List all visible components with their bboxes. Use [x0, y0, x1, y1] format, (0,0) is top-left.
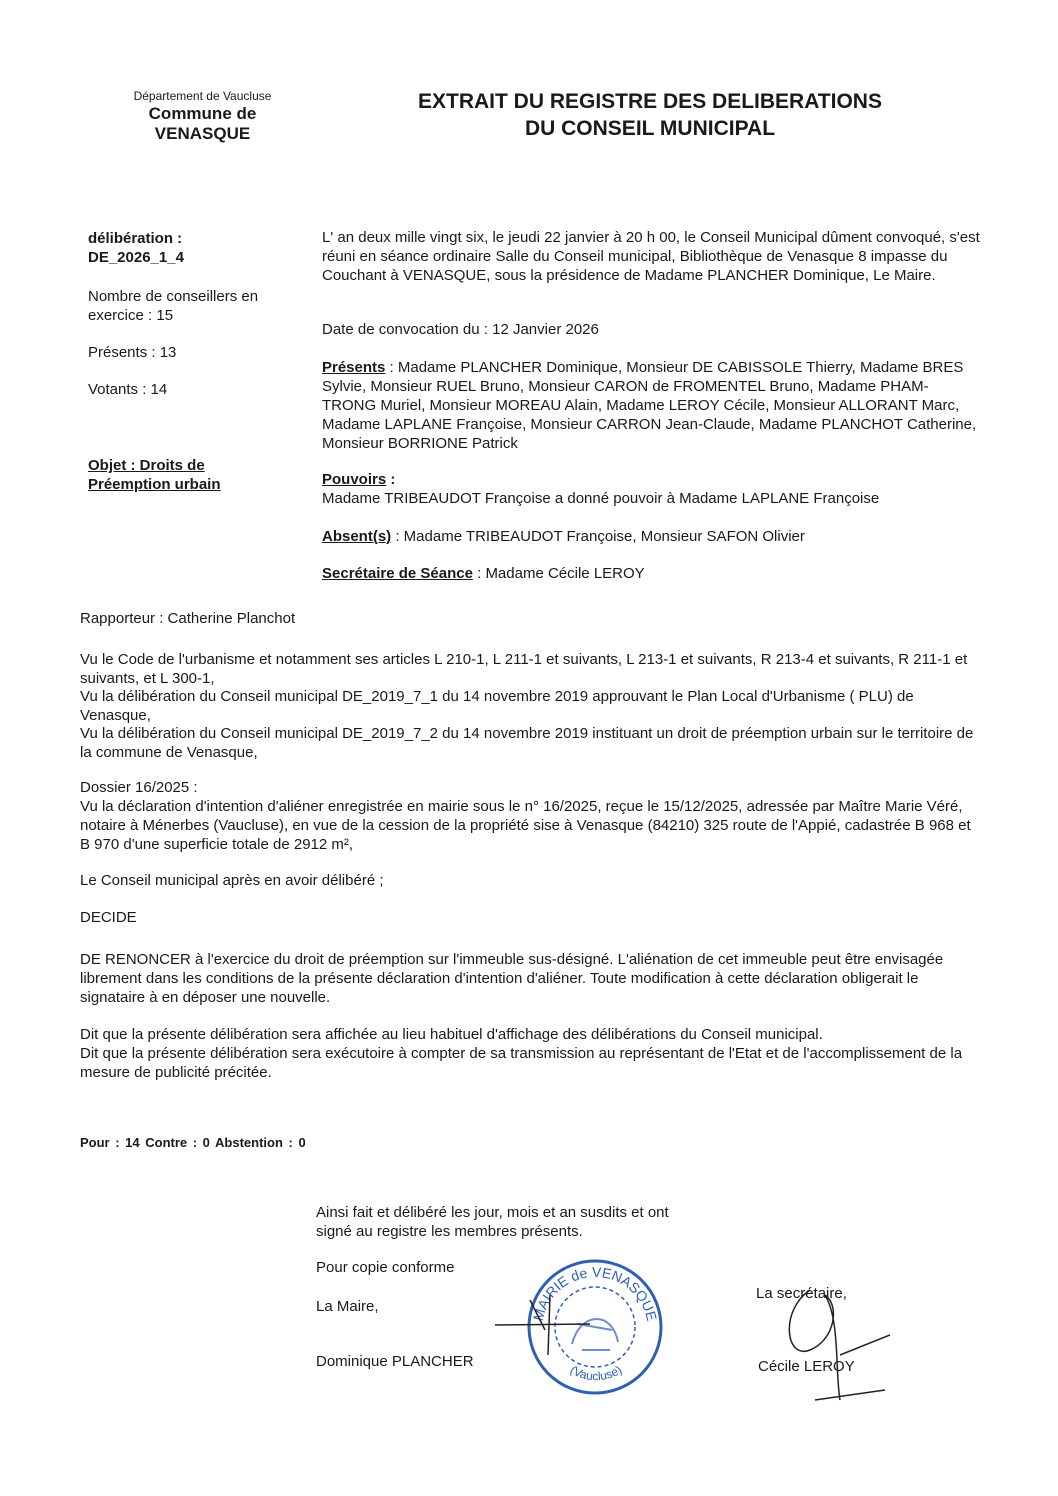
secretaire-paragraph [322, 564, 982, 583]
decide-heading: DECIDE [80, 909, 137, 926]
presents-label: Présents [322, 359, 386, 376]
ainsi-line2: signé au registre les membres présents. [316, 1223, 583, 1240]
presents-list: : Madame PLANCHER Dominique, Monsieur DE CABISSOLE Thierry, Madame BRES Sylvie, Monsieur RUEL Bruno, Monsieur CARON de FROMENTEL Bruno, Madame PHAM-TRONG Muriel, Monsieur MOREAU Alain, Madame LEROY Cécile, Monsieur ALLORANT Marc, Madame LAPLANE Françoise, Monsieur CARRON Jean-Claude, Madame PLANCHOT Catherine, Monsieur BORRIONE Patrick [322, 359, 977, 452]
deliberation-label: délibération : [88, 230, 183, 247]
ainsi-fait [316, 1203, 669, 1241]
dossier-label: Dossier 16/2025 : [80, 779, 198, 796]
vu-code-urbanisme: Vu le Code de l'urbanisme et notamment ses articles L 210-1, L 211-1 et suivants, L 213-1 et suivants, R 213-4 et suivants, R 211-1 et suivants, et L 300-1, [80, 651, 968, 687]
maire-name: Dominique PLANCHER [316, 1353, 474, 1370]
mayor-signature [490, 1290, 610, 1360]
objet-line2: Préemption urbain [88, 476, 221, 493]
absents-label: Absent(s) [322, 528, 392, 545]
pouvoirs-colon: : [386, 471, 396, 488]
votants-count: Votants : 14 [88, 381, 168, 398]
pouvoirs-text: Madame TRIBEAUDOT Françoise a donné pouvoir à Madame LAPLANE Françoise [322, 490, 880, 507]
vu-dia: Vu la déclaration d'intention d'aliéner enregistrée en mairie sous le n° 16/2025, reçue le 15/12/2025, adressée par Maître Marie Véré, notaire à Ménerbes (Vaucluse), en vue de la cession de la propriété sise à Venasque (84210) 325 route de l'Appié, cadastrée B 968 et B 970 d'une superficie totale de 2912 m², [80, 798, 971, 853]
absents-paragraph [322, 527, 982, 546]
document-title [340, 88, 960, 142]
ainsi-line1: Ainsi fait et délibéré les jour, mois et an susdits et ont [316, 1204, 669, 1221]
conseillers-exercice [88, 287, 308, 325]
pour-copie: Pour copie conforme [316, 1259, 455, 1276]
maire-title: La Maire, [316, 1298, 379, 1315]
title-line2: DU CONSEIL MUNICIPAL [524, 117, 776, 140]
secretaire-text: : Madame Cécile LEROY [472, 565, 645, 582]
commune-line2: VENASQUE [154, 124, 251, 143]
conseil-delibere: Le Conseil municipal après en avoir délibéré ; [80, 872, 384, 889]
deliberation-id-block [88, 229, 308, 267]
dit-affichage: Dit que la présente délibération sera affichée au lieu habituel d'affichage des délibérations du Conseil municipal. [80, 1026, 823, 1043]
secretaire-title: La secrétaire, [756, 1285, 847, 1302]
vote-results: Pour : 14 Contre : 0 Abstention : 0 [80, 1135, 306, 1150]
absents-list: : Madame TRIBEAUDOT Françoise, Monsieur SAFON Olivier [391, 528, 805, 545]
dit-executoire: Dit que la présente délibération sera exécutoire à compter de sa transmission au représentant de l'Etat et de l'accomplissement de la mesure de publicité précitée. [80, 1045, 963, 1081]
rapporteur: Rapporteur : Catherine Planchot [80, 610, 296, 627]
secretaire-signature-block [740, 1250, 900, 1420]
session-intro: L' an deux mille vingt six, le jeudi 22 janvier à 20 h 00, le Conseil Municipal dûment convoqué, s'est réuni en séance ordinaire Salle du Conseil municipal, Bibliothèque de Venasque 8 impasse du Couchant à VENASQUE, sous la présidence de Madame PLANCHER Dominique, Le Maire. [322, 229, 980, 284]
secretaire-label: Secrétaire de Séance [322, 565, 473, 582]
stamp-bottom-text: (Vaucluse) [567, 1362, 625, 1384]
conseillers-line1: Nombre de conseillers en [88, 288, 259, 305]
secretaire-name: Cécile LEROY [758, 1358, 855, 1375]
presents-count: Présents : 13 [88, 344, 177, 361]
convocation-date: Date de convocation du : 12 Janvier 2026 [322, 321, 599, 338]
conseillers-line2: exercice : 15 [88, 307, 174, 324]
commune-header [100, 88, 305, 144]
pouvoirs-block [322, 470, 982, 508]
vu-dpu: Vu la délibération du Conseil municipal DE_2019_7_2 du 14 novembre 2019 instituant un droit de préemption urbain sur le territoire de la commune de Venasque, [80, 725, 974, 761]
secretaire-signature [740, 1250, 900, 1420]
stamp-top-text: MAIRIE de VENASQUE [529, 1263, 661, 1323]
pouvoirs-label: Pouvoirs [322, 471, 387, 488]
objet-block [88, 456, 308, 494]
department-label: Département de Vaucluse [133, 89, 272, 103]
vu-plu: Vu la délibération du Conseil municipal DE_2019_7_1 du 14 novembre 2019 approuvant le Plan Local d'Urbanisme ( PLU) de Venasque, [80, 688, 914, 724]
commune-line1: Commune de [148, 104, 257, 123]
presents-paragraph [322, 358, 982, 453]
deliberation-id: DE_2026_1_4 [88, 249, 184, 266]
renoncer-paragraph: DE RENONCER à l'exercice du droit de préemption sur l'immeuble sus-désigné. L'aliénation de cet immeuble peut être envisagée librement dans les conditions de la présente déclaration d'intention d'aliéner. Toute modification à cette déclaration obligerait le signataire à en déposer une nouvelle. [80, 951, 944, 1006]
objet-line1: Objet : Droits de [88, 457, 205, 474]
title-line1: EXTRAIT DU REGISTRE DES DELIBERATIONS [418, 90, 882, 113]
